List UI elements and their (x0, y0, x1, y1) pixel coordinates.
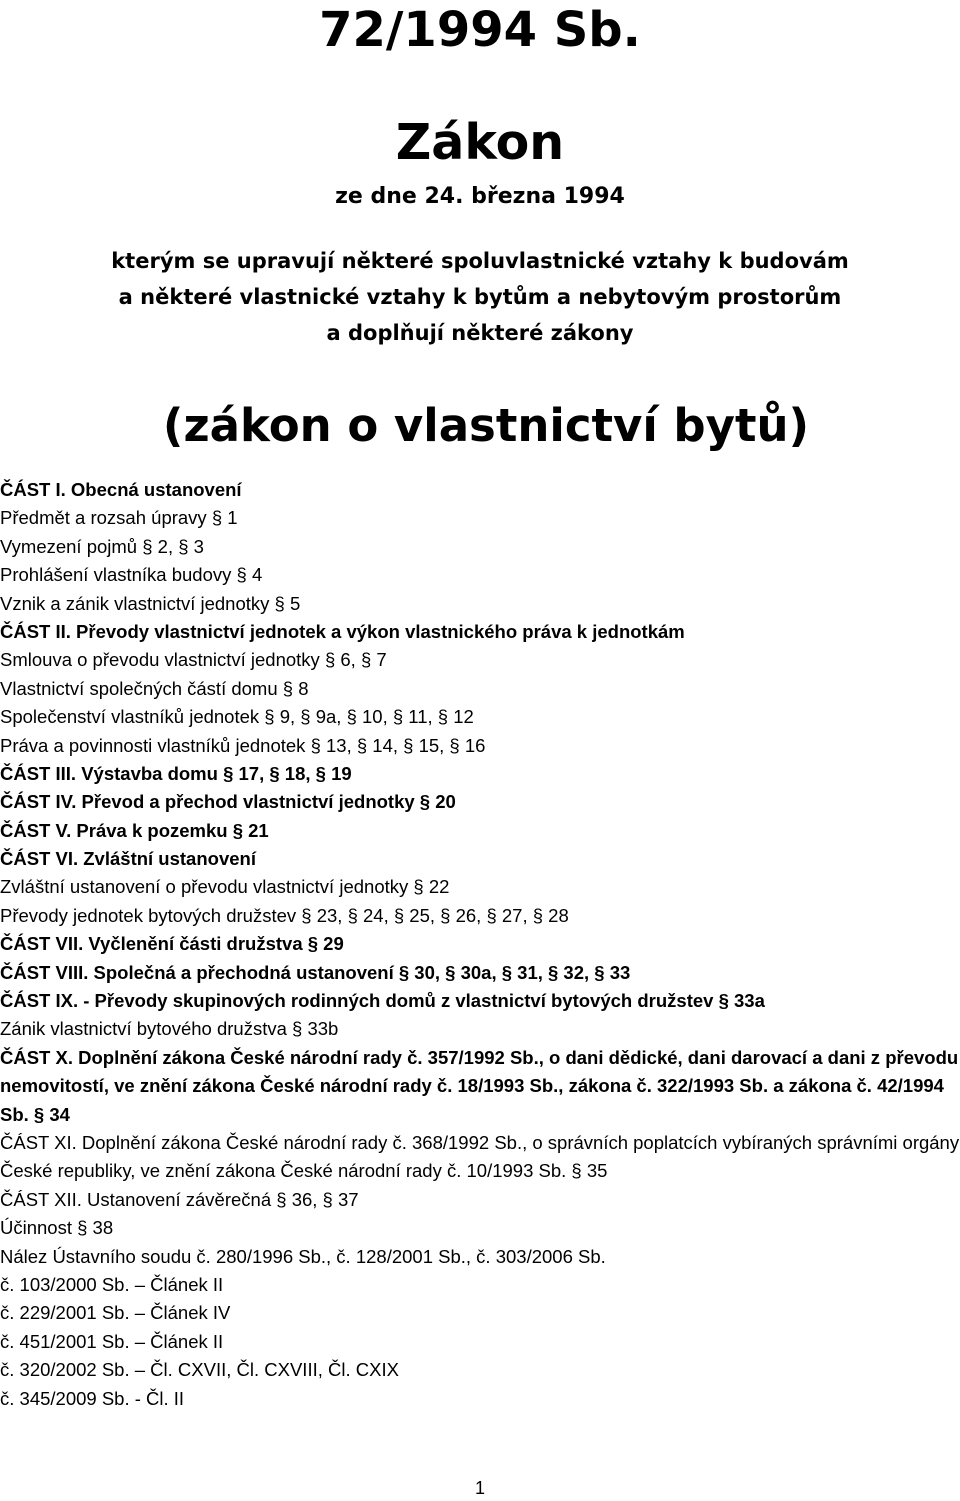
short-title: (zákon o vlastnictví bytů) (162, 399, 810, 452)
toc-item: ČÁST IV. Převod a přechod vlastnictví jednotky § 20 (0, 791, 456, 813)
subtitle-line-2: a některé vlastnické vztahy k bytům a nebytovým prostorům (118, 285, 842, 309)
toc-item: ČÁST VIII. Společná a přechodná ustanovení § 30, § 30a, § 31, § 32, § 33 (0, 961, 631, 983)
toc-item: ČÁST I. Obecná ustanovení (0, 479, 242, 500)
toc-item: ČÁST VII. Vyčlenění části družstva § 29 (0, 933, 344, 955)
toc-item: Předmět a rozsah úpravy § 1 (0, 507, 238, 529)
toc-item: ČÁST V. Práva k pozemku § 21 (0, 819, 269, 841)
toc-item: Zánik vlastnictví bytového družstva § 33b (0, 1018, 339, 1040)
toc-item: ČÁST III. Výstavba domu § 17, § 18, § 19 (0, 762, 352, 784)
enactment-date: ze dne 24. března 1994 (335, 184, 625, 209)
toc-item: ČÁST VI. Zvláštní ustanovení (0, 848, 256, 870)
toc-item: Prohlášení vlastníka budovy § 4 (0, 564, 263, 586)
toc-item: Práva a povinnosti vlastníků jednotek § 13, § 14, § 15, § 16 (0, 734, 486, 756)
subtitle-line-3: a doplňují některé zákony (326, 321, 634, 345)
toc-item: ČÁST IX. - Převody skupinových rodinných domů z vlastnictví bytových družstev § 33a (0, 990, 765, 1012)
page-number: 1 (474, 1478, 485, 1498)
toc-item: Vznik a zánik vlastnictví jednotky § 5 (0, 592, 301, 614)
toc-item: č. 103/2000 Sb. – Článek II (0, 1274, 224, 1296)
law-number: 72/1994 Sb. (319, 2, 641, 58)
toc-item: ČÁST X. Doplnění zákona České národní rady č. 357/1992 Sb., o dani dědické, dani darovací a dani z převodu nemovitostí, ve znění zákona České národní rady č. 18/1993 Sb., zákona č. 322/1993 Sb. a zákona č. 42/1994 Sb. § 34 (0, 1046, 959, 1125)
toc-item: Smlouva o převodu vlastnictví jednotky § 6, § 7 (0, 649, 387, 671)
toc-item: ČÁST XII. Ustanovení závěrečná § 36, § 37 (0, 1188, 359, 1210)
document-type: Zákon (395, 114, 565, 171)
toc-item: Nález Ústavního soudu č. 280/1996 Sb., č. 128/2001 Sb., č. 303/2006 Sb. (0, 1245, 606, 1267)
toc-item: Vymezení pojmů § 2, § 3 (0, 535, 204, 557)
toc-item: Společenství vlastníků jednotek § 9, § 9a, § 10, § 11, § 12 (0, 706, 474, 728)
toc-item: Zvláštní ustanovení o převodu vlastnictví jednotky § 22 (0, 876, 450, 898)
toc-item: Účinnost § 38 (0, 1217, 114, 1239)
toc-item: Vlastnictví společných částí domu § 8 (0, 677, 309, 699)
subtitle-line-1: kterým se upravují některé spoluvlastnické vztahy k budovám (111, 249, 849, 273)
toc-item: Převody jednotek bytových družstev § 23, § 24, § 25, § 26, § 27, § 28 (0, 904, 569, 926)
toc-item: č. 320/2002 Sb. – Čl. CXVII, Čl. CXVIII, Čl. CXIX (0, 1359, 399, 1381)
table-of-contents (0, 476, 960, 1413)
toc-item: ČÁST II. Převody vlastnictví jednotek a výkon vlastnického práva k jednotkám (0, 620, 685, 642)
toc-item: č. 229/2001 Sb. – Článek IV (0, 1302, 231, 1324)
toc-item: č. 451/2001 Sb. – Článek II (0, 1330, 224, 1352)
toc-item: ČÁST XI. Doplnění zákona České národní rady č. 368/1992 Sb., o správních poplatcích vybíraných správními orgány České republiky, ve znění zákona České národní rady č. 10/1993 Sb. § 35 (0, 1132, 960, 1182)
toc-item: č. 345/2009 Sb. - Čl. II (0, 1387, 185, 1409)
